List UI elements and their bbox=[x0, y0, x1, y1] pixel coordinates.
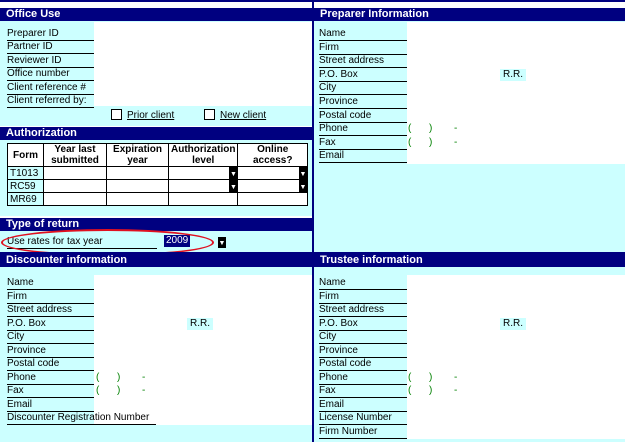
preparer-header: Preparer Information bbox=[314, 8, 625, 21]
trustee-field-label: Phone bbox=[319, 371, 348, 383]
preparer-field-label: P.O. Box bbox=[319, 68, 358, 80]
trustee-field-underline bbox=[319, 438, 407, 439]
preparer-field-label: Fax bbox=[319, 136, 336, 148]
trustee-field-label: Fax bbox=[319, 385, 336, 396]
discounter-field-label: Email bbox=[7, 398, 33, 410]
discounter-phone-close: ) bbox=[117, 371, 121, 383]
discounter-field-label: Postal code bbox=[7, 358, 60, 369]
col-auth-level: Authorization level bbox=[169, 144, 238, 167]
online-cell[interactable] bbox=[238, 180, 308, 193]
trustee-phone-close: ) bbox=[429, 371, 433, 383]
preparer-rr-label: R.R. bbox=[500, 69, 526, 81]
expiration-cell[interactable] bbox=[107, 167, 169, 180]
auth-level-dropdown-icon[interactable]: ▼ bbox=[229, 180, 237, 192]
preparer-field-underline bbox=[319, 162, 407, 163]
trustee-phone-open: ( bbox=[408, 385, 412, 396]
form-cell: MR69 bbox=[8, 193, 44, 206]
col-online: Online access? bbox=[238, 144, 308, 167]
trustee-field-label: Firm bbox=[319, 290, 339, 302]
trustee-field-label: P.O. Box bbox=[319, 317, 358, 329]
online-cell[interactable] bbox=[238, 193, 308, 206]
type-of-return-header: Type of return bbox=[0, 218, 312, 231]
col-expiration: Expiration year bbox=[107, 144, 169, 167]
discounter-phone-open: ( bbox=[96, 385, 100, 396]
trustee-input-area[interactable] bbox=[407, 275, 625, 439]
office-use-field-label: Client referred by: bbox=[7, 95, 87, 106]
preparer-field-label: Name bbox=[319, 28, 346, 39]
preparer-input-area[interactable] bbox=[407, 22, 625, 164]
discounter-field-label: Phone bbox=[7, 371, 36, 383]
expiration-cell[interactable] bbox=[107, 180, 169, 193]
office-use-header: Office Use bbox=[0, 8, 312, 21]
preparer-field-label: Phone bbox=[319, 123, 348, 135]
discounter-phone-dash: - bbox=[142, 385, 146, 396]
preparer-phone-close: ) bbox=[429, 136, 433, 148]
authorization-table bbox=[7, 143, 308, 206]
table-row bbox=[8, 193, 308, 206]
authorization-header: Authorization bbox=[0, 127, 312, 140]
office-use-field-label: Preparer ID bbox=[7, 28, 59, 39]
discounter-field-underline bbox=[7, 424, 156, 425]
discounter-field-label: P.O. Box bbox=[7, 317, 46, 329]
trustee-phone-close: ) bbox=[429, 385, 433, 396]
tax-year-label: Use rates for tax year bbox=[7, 236, 103, 247]
preparer-field-label: Street address bbox=[319, 55, 385, 67]
trustee-field-label: Postal code bbox=[319, 358, 372, 369]
preparer-field-label: Firm bbox=[319, 41, 339, 53]
preparer-field-label: Email bbox=[319, 150, 345, 162]
discounter-field-label: Discounter Registration Number bbox=[7, 412, 150, 423]
year-last-cell[interactable] bbox=[44, 193, 107, 206]
discounter-field-label: Province bbox=[7, 344, 46, 356]
auth-level-cell[interactable] bbox=[169, 167, 238, 180]
prior-client-label: Prior client bbox=[127, 110, 175, 121]
trustee-field-label: City bbox=[319, 331, 337, 342]
trustee-rr-label: R.R. bbox=[500, 318, 526, 330]
trustee-field-label: License Number bbox=[319, 412, 392, 423]
preparer-field-label: City bbox=[319, 82, 337, 94]
expiration-cell[interactable] bbox=[107, 193, 169, 206]
preparer-phone-dash: - bbox=[454, 136, 458, 148]
discounter-field-label: Fax bbox=[7, 385, 24, 396]
discounter-field-label: City bbox=[7, 331, 25, 342]
tax-year-input[interactable]: 2009 bbox=[166, 235, 189, 246]
office-use-field-underline bbox=[7, 107, 94, 108]
trustee-field-label: Firm Number bbox=[319, 425, 378, 437]
discounter-phone-dash: - bbox=[142, 371, 146, 383]
discounter-phone-close: ) bbox=[117, 385, 121, 396]
preparer-phone-open: ( bbox=[408, 123, 412, 135]
col-year-last: Year last submitted bbox=[44, 144, 107, 167]
tax-year-dropdown-icon[interactable]: ▼ bbox=[218, 237, 226, 248]
trustee-field-label: Province bbox=[319, 344, 358, 356]
discounter-phone-open: ( bbox=[96, 371, 100, 383]
online-cell[interactable] bbox=[238, 167, 308, 180]
form-cell: T1013 bbox=[8, 167, 44, 180]
preparer-field-label: Postal code bbox=[319, 109, 372, 121]
trustee-field-label: Email bbox=[319, 398, 345, 410]
trustee-phone-dash: - bbox=[454, 385, 458, 396]
table-row bbox=[8, 180, 308, 193]
new-client-label: New client bbox=[220, 110, 267, 121]
year-last-cell[interactable] bbox=[44, 167, 107, 180]
trustee-field-label: Name bbox=[319, 277, 346, 288]
table-row bbox=[8, 167, 308, 180]
col-form: Form bbox=[8, 144, 44, 167]
discounter-rr-label: R.R. bbox=[187, 318, 213, 330]
preparer-phone-close: ) bbox=[429, 123, 433, 135]
online-dropdown-icon[interactable]: ▼ bbox=[299, 167, 307, 179]
office-use-field-label: Office number bbox=[7, 68, 70, 80]
preparer-field-label: Province bbox=[319, 96, 358, 107]
discounter-input-area[interactable] bbox=[94, 275, 312, 425]
prior-client-checkbox[interactable] bbox=[111, 109, 122, 120]
auth-level-dropdown-icon[interactable]: ▼ bbox=[229, 167, 237, 179]
trustee-field-label: Street address bbox=[319, 304, 385, 315]
office-use-field-label: Partner ID bbox=[7, 41, 53, 53]
trustee-phone-dash: - bbox=[454, 371, 458, 383]
discounter-field-label: Firm bbox=[7, 290, 27, 302]
auth-level-cell[interactable] bbox=[169, 193, 238, 206]
discounter-field-label: Name bbox=[7, 277, 34, 288]
discounter-field-label: Street address bbox=[7, 304, 73, 315]
preparer-phone-dash: - bbox=[454, 123, 458, 135]
auth-level-cell[interactable] bbox=[169, 180, 238, 193]
new-client-checkbox[interactable] bbox=[204, 109, 215, 120]
online-dropdown-icon[interactable]: ▼ bbox=[299, 180, 307, 192]
year-last-cell[interactable] bbox=[44, 180, 107, 193]
preparer-phone-open: ( bbox=[408, 136, 412, 148]
trustee-header: Trustee information bbox=[314, 254, 625, 267]
discounter-header: Discounter information bbox=[0, 254, 312, 267]
form-cell: RC59 bbox=[8, 180, 44, 193]
trustee-phone-open: ( bbox=[408, 371, 412, 383]
office-use-field-label: Client reference # bbox=[7, 81, 86, 93]
office-use-field-label: Reviewer ID bbox=[7, 54, 62, 66]
office-use-input-area[interactable] bbox=[94, 22, 312, 106]
